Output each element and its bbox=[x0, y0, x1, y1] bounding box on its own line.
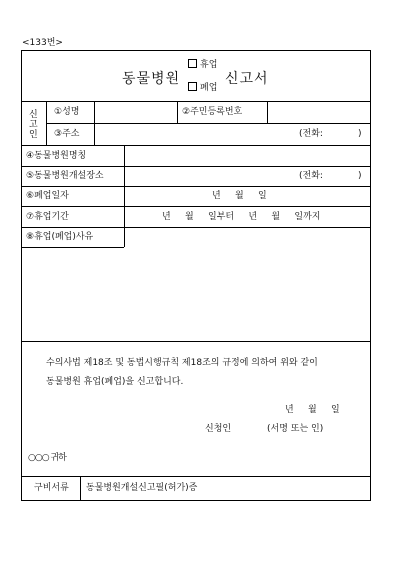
declaration-date[interactable]: 년 월 일 bbox=[285, 405, 340, 415]
location-phone-label: (전화: bbox=[299, 171, 323, 181]
divider bbox=[22, 247, 124, 248]
reporter-label-2: 고 bbox=[29, 120, 38, 130]
reporter-label-1: 신 bbox=[29, 110, 38, 120]
suspension-period-field[interactable]: 년 월 일부터 년 월 일까지 bbox=[162, 212, 321, 222]
option-close[interactable]: 폐업 bbox=[188, 82, 217, 94]
divider bbox=[267, 101, 268, 123]
reporter-phone-label: (전화: bbox=[299, 129, 323, 139]
rrn-label: ②주민등록번호 bbox=[182, 107, 243, 117]
divider bbox=[22, 186, 370, 187]
hospital-name-field[interactable] bbox=[132, 150, 362, 164]
divider bbox=[22, 476, 370, 477]
signature-field[interactable]: (서명 또는 인) bbox=[267, 424, 324, 434]
location-field[interactable] bbox=[132, 170, 292, 184]
divider bbox=[94, 101, 95, 145]
address-label: ③주소 bbox=[54, 129, 80, 139]
attachments-label: 구비서류 bbox=[34, 483, 69, 493]
report-form bbox=[21, 50, 371, 501]
name-field[interactable] bbox=[102, 106, 174, 120]
checkbox-close-icon[interactable] bbox=[188, 82, 197, 91]
title-prefix: 동물병원 bbox=[122, 71, 181, 87]
divider bbox=[177, 101, 178, 123]
divider bbox=[46, 101, 47, 145]
divider bbox=[22, 341, 370, 342]
closure-date-label: ⑥폐업일자 bbox=[26, 191, 69, 201]
divider bbox=[124, 145, 125, 247]
attachments-value: 동물병원개설신고필(허가)증 bbox=[86, 483, 198, 493]
reason-label: ⑧휴업(폐업)사유 bbox=[26, 232, 94, 242]
declaration-line-1: 수의사법 제18조 및 동법시행규칙 제18조의 규정에 의하여 위와 같이 bbox=[46, 358, 318, 368]
applicant-label: 신청인 bbox=[205, 424, 232, 434]
name-label: ①성명 bbox=[54, 107, 80, 117]
declaration-line-2: 동물병원 휴업(폐업)을 신고합니다. bbox=[46, 377, 184, 387]
divider bbox=[22, 206, 370, 207]
address-field[interactable] bbox=[102, 128, 292, 142]
reporter-phone-close: ) bbox=[358, 129, 362, 139]
closure-date-field[interactable]: 년 월 일 bbox=[212, 191, 267, 201]
divider bbox=[22, 227, 370, 228]
recipient: ○○○ 귀하 bbox=[28, 453, 66, 463]
location-phone-close: ) bbox=[358, 171, 362, 181]
divider bbox=[22, 145, 370, 146]
option-suspend[interactable]: 휴업 bbox=[188, 59, 217, 71]
divider bbox=[22, 166, 370, 167]
divider bbox=[22, 101, 370, 102]
divider bbox=[80, 476, 81, 500]
suspension-period-label: ⑦휴업기간 bbox=[26, 212, 69, 222]
title-suffix: 신고서 bbox=[225, 71, 269, 87]
hospital-name-label: ④동물병원명칭 bbox=[26, 151, 87, 161]
rrn-field[interactable] bbox=[272, 106, 366, 120]
location-label: ⑤동물병원개설장소 bbox=[26, 171, 104, 181]
reporter-label-3: 인 bbox=[29, 130, 38, 140]
checkbox-suspend-icon[interactable] bbox=[188, 59, 197, 68]
form-number: <133번> bbox=[22, 38, 63, 48]
reason-field[interactable] bbox=[28, 251, 364, 337]
